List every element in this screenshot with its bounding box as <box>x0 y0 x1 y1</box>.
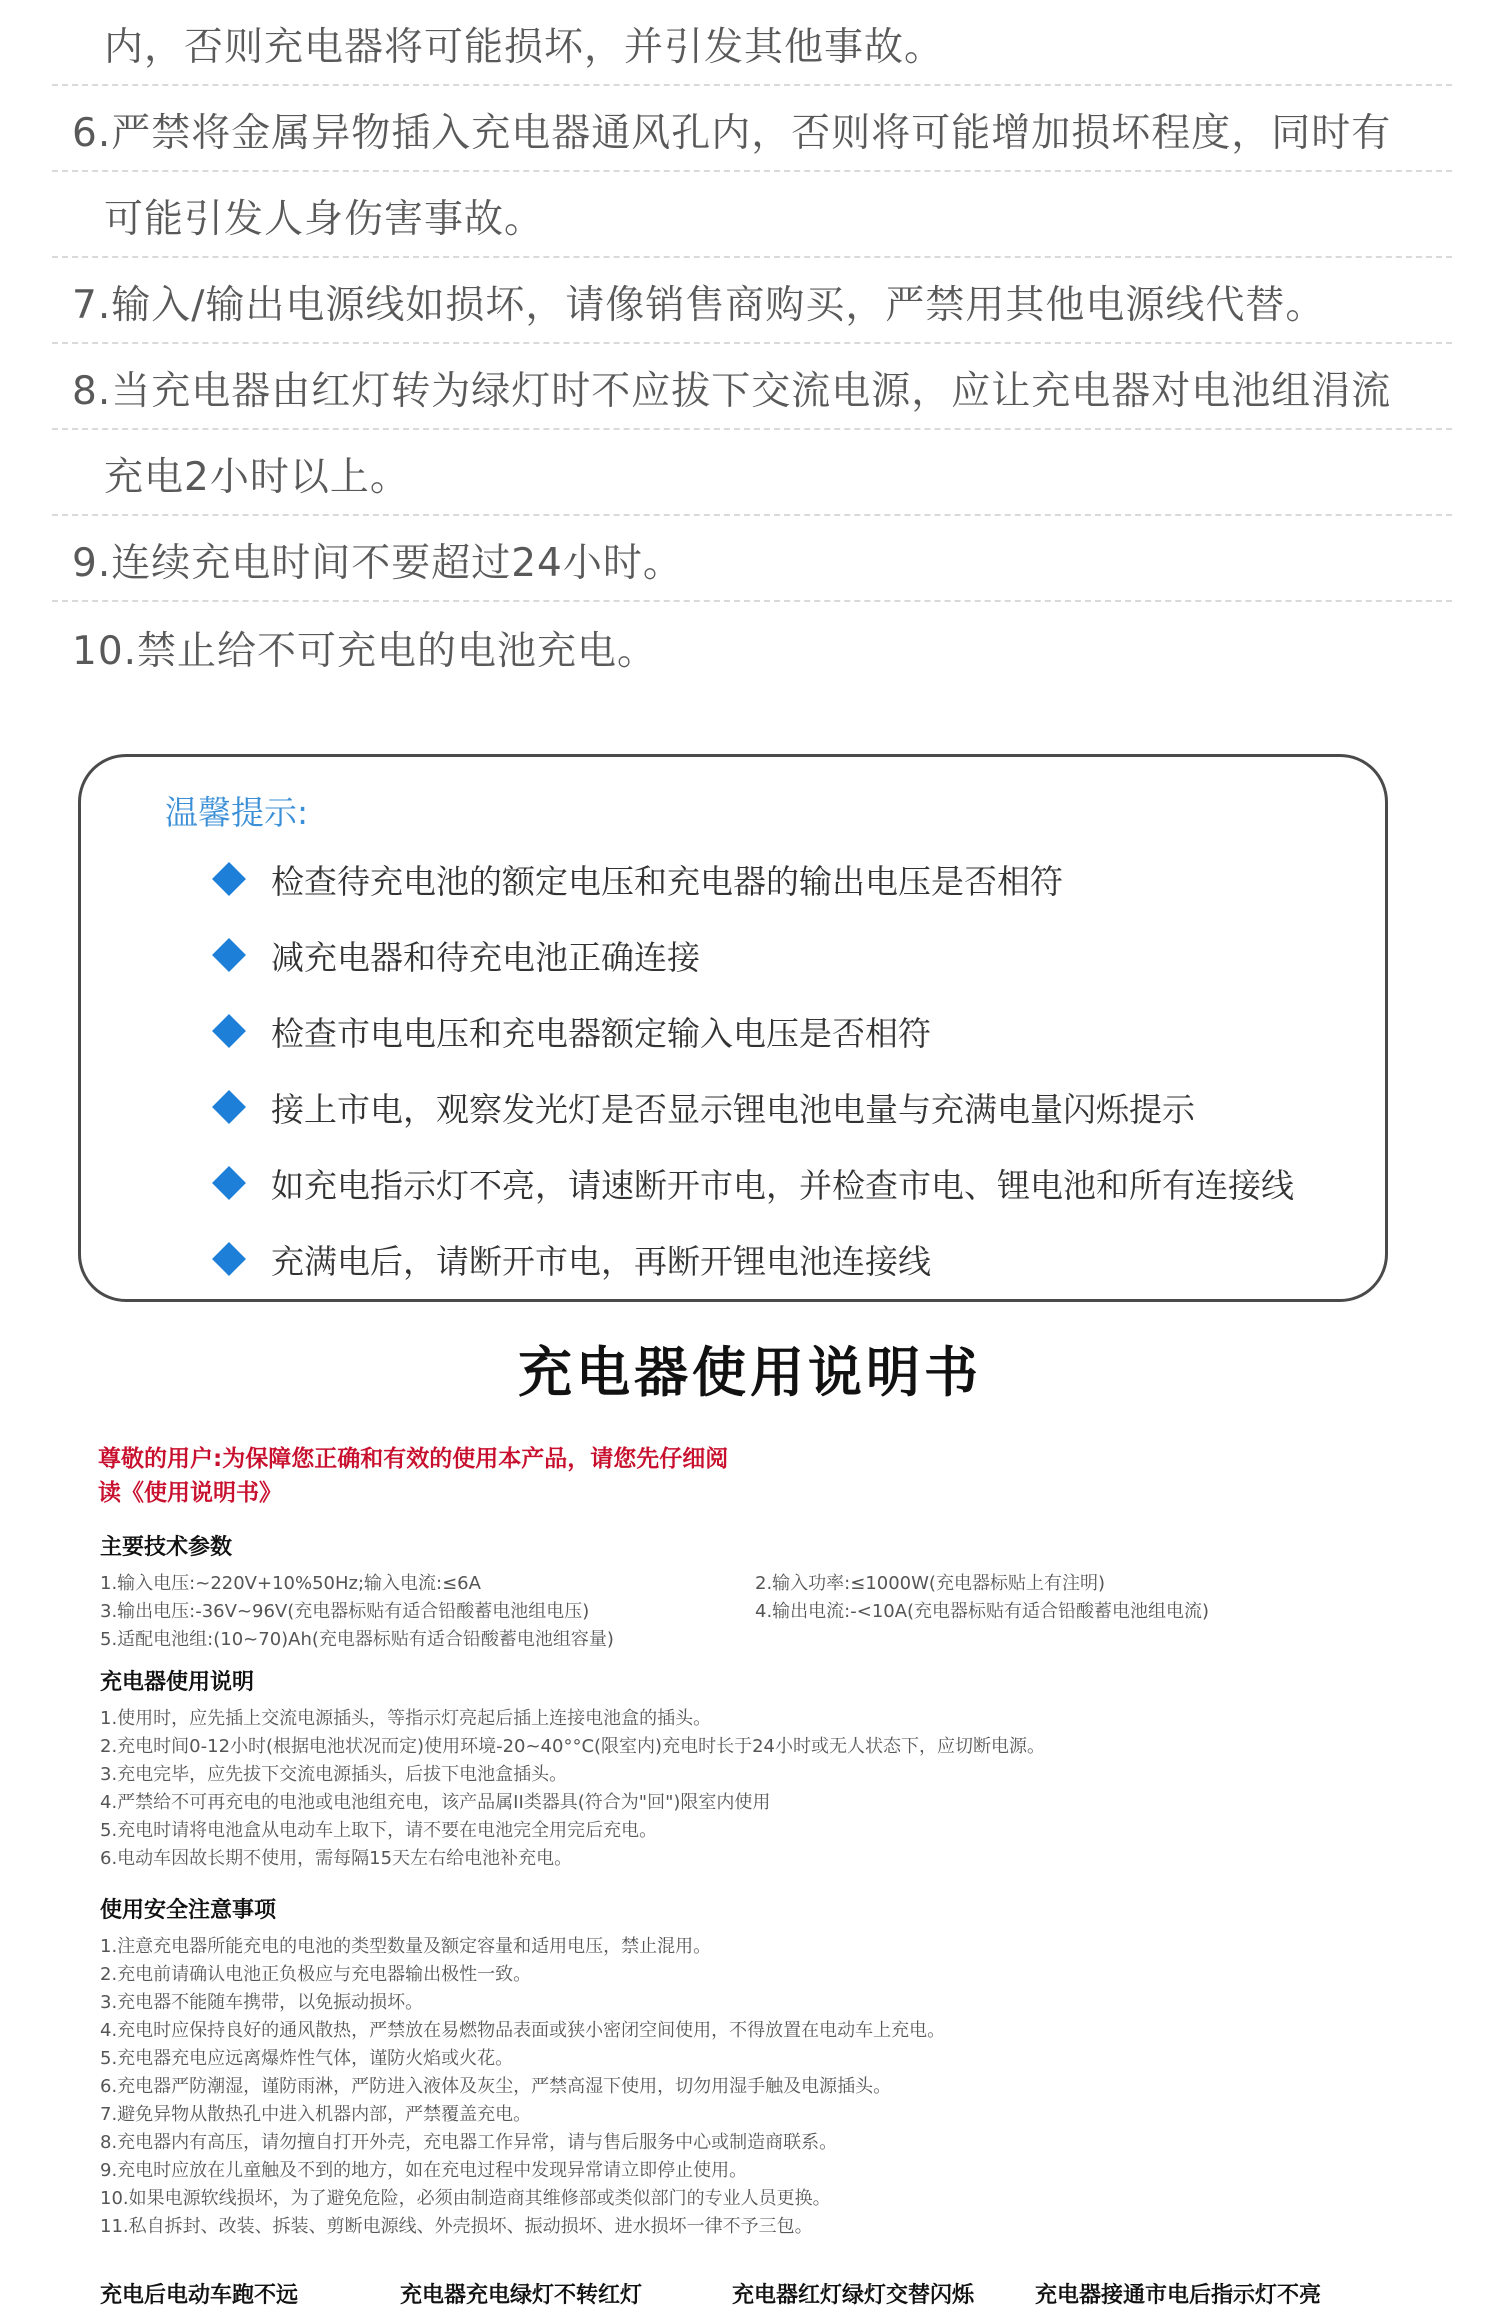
diamond-bullet-icon <box>212 1242 246 1276</box>
param-item: 4.输出电流:-<10A(充电器标贴有适合铅酸蓄电池组电流) <box>755 1601 1210 1622</box>
safety-note-item: 11.私自拆封、改装、拆装、剪断电源线、外壳损坏、振动损坏、进水损坏一律不予三包。 <box>100 2216 813 2237</box>
tip-item: 检查市电电压和充电器额定输入电压是否相符 <box>217 1003 931 1059</box>
usage-item: 1.使用时，应先插上交流电源插头，等指示灯亮起后插上连接电池盒的插头。 <box>100 1708 712 1729</box>
safety-note-item: 5.充电器充电应远离爆炸性气体，谨防火焰或火花。 <box>100 2048 514 2069</box>
tip-item: 如充电指示灯不亮，请速断开市电，并检查市电、锂电池和所有连接线 <box>217 1155 1294 1211</box>
safety-note-item: 10.如果电源软线损坏，为了避免危险，必须由制造商其维修部或类似部门的专业人员更换。 <box>100 2188 831 2209</box>
usage-item: 4.严禁给不可再充电的电池或电池组充电，该产品属II类器具(符合为"回")限室内使用 <box>100 1792 771 1813</box>
list-item: 充电2小时以上。 <box>52 430 1452 516</box>
tip-item: 充满电后，请断开市电，再断开锂电池连接线 <box>217 1231 931 1287</box>
param-item: 1.输入电压:~220V+10%50Hz;输入电流:≤6A <box>100 1573 481 1594</box>
diamond-bullet-icon <box>212 938 246 972</box>
diamond-bullet-icon <box>212 1166 246 1200</box>
bottom-label: 充电器充电绿灯不转红灯 <box>400 2283 643 2308</box>
list-item: 9.连续充电时间不要超过24小时。 <box>52 516 1452 602</box>
manual-title: 充电器使用说明书 <box>518 1341 982 1404</box>
usage-item: 3.充电完毕，应先拔下交流电源插头，后拔下电池盒插头。 <box>100 1764 568 1785</box>
list-item: 7.输入/输出电源线如损坏，请像销售商购买，严禁用其他电源线代替。 <box>52 258 1452 344</box>
safety-note-item: 1.注意充电器所能充电的电池的类型数量及额定容量和适用电压，禁止混用。 <box>100 1936 712 1957</box>
usage-item: 5.充电时请将电池盒从电动车上取下，请不要在电池完全用完后充电。 <box>100 1820 658 1841</box>
safety-note-item: 8.充电器内有高压，请勿擅自打开外壳，充电器工作异常，请与售后服务中心或制造商联系。 <box>100 2132 838 2153</box>
bottom-label: 充电器红灯绿灯交替闪烁 <box>732 2283 975 2308</box>
tip-item: 接上市电，观察发光灯是否显示锂电池电量与充满电量闪烁提示 <box>217 1079 1195 1135</box>
tip-item: 检查待充电池的额定电压和充电器的输出电压是否相符 <box>217 851 1063 907</box>
param-item: 5.适配电池组:(10~70)Ah(充电器标贴有适合铅酸蓄电池组容量) <box>100 1629 614 1650</box>
safety-note-item: 2.充电前请确认电池正负极应与充电器输出极性一致。 <box>100 1964 532 1985</box>
usage-item: 2.充电时间0-12小时(根据电池状况而定)使用环境-20~40°°C(限室内)充电时长于24小时或无人状态下，应切断电源。 <box>100 1736 1045 1757</box>
diamond-bullet-icon <box>212 1014 246 1048</box>
usage-title: 充电器使用说明 <box>100 1670 255 1695</box>
list-item: 10.禁止给不可充电的电池充电。 <box>72 629 658 674</box>
list-item: 可能引发人身伤害事故。 <box>52 172 1452 258</box>
tips-box <box>78 754 1388 1302</box>
diamond-bullet-icon <box>212 862 246 896</box>
tips-title: 温馨提示: <box>165 793 309 832</box>
diamond-bullet-icon <box>212 1090 246 1124</box>
safety-note-item: 6.充电器严防潮湿，谨防雨淋，严防进入液体及灰尘，严禁高湿下使用，切勿用湿手触及电源插头。 <box>100 2076 892 2097</box>
list-item: 内，否则充电器将可能损坏，并引发其他事故。 <box>52 0 1452 86</box>
safety-note-item: 7.避免异物从散热孔中进入机器内部，严禁覆盖充电。 <box>100 2104 532 2125</box>
usage-item: 6.电动车因故长期不使用，需每隔15天左右给电池补充电。 <box>100 1848 573 1869</box>
safety-note-item: 4.充电时应保持良好的通风散热，严禁放在易燃物品表面或狭小密闭空间使用，不得放置在电动车上充电。 <box>100 2020 946 2041</box>
safety-note-item: 9.充电时应放在儿童触及不到的地方，如在充电过程中发现异常请立即停止使用。 <box>100 2160 748 2181</box>
list-item: 6.严禁将金属异物插入充电器通风孔内，否则将可能增加损坏程度，同时有 <box>52 86 1452 172</box>
param-item: 3.输出电压:-36V~96V(充电器标贴有适合铅酸蓄电池组电压) <box>100 1601 590 1622</box>
list-item: 8.当充电器由红灯转为绿灯时不应拔下交流电源，应让充电器对电池组涓流 <box>52 344 1452 430</box>
user-notice: 尊敬的用户:为保障您正确和有效的使用本产品，请您先仔细阅 读《使用说明书》 <box>98 1446 729 1506</box>
safety-notes-title: 使用安全注意事项 <box>100 1898 277 1923</box>
safety-note-item: 3.充电器不能随车携带，以免振动损坏。 <box>100 1992 424 2013</box>
bottom-label: 充电器接通市电后指示灯不亮 <box>1035 2283 1322 2308</box>
tip-item: 减充电器和待充电池正确连接 <box>217 927 700 983</box>
bottom-label: 充电后电动车跑不远 <box>100 2283 299 2308</box>
param-item: 2.输入功率:≤1000W(充电器标贴上有注明) <box>755 1573 1105 1594</box>
params-title: 主要技术参数 <box>100 1535 233 1560</box>
